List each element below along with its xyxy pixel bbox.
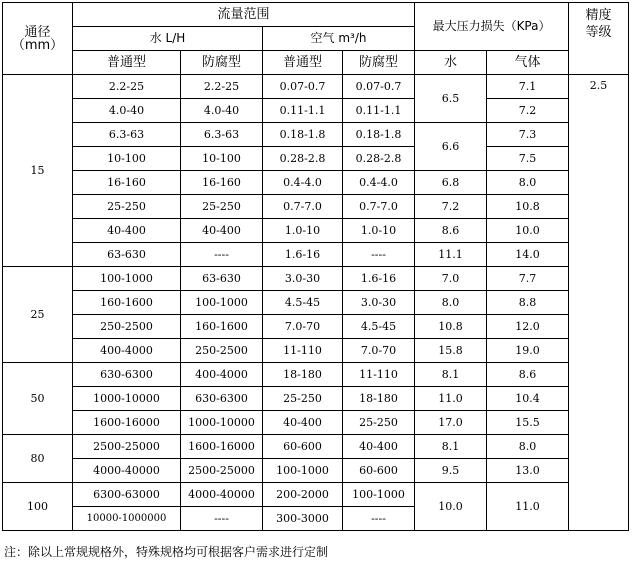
- header-row-3: [3, 51, 629, 75]
- diameter-cell: 50: [3, 363, 73, 435]
- table-row: [3, 483, 629, 507]
- diameter-cell: 15: [3, 75, 73, 267]
- water-normal-cell: 6300-63000: [73, 483, 181, 507]
- water-corrosion-cell: 4.0-40: [181, 99, 263, 123]
- water-loss-cell: 6.8: [415, 171, 487, 195]
- air-corrosion-cell: 100-1000: [343, 483, 415, 507]
- air-corrosion-cell: 25-250: [343, 411, 415, 435]
- sub-header-water-loss: 水: [415, 51, 487, 75]
- table-row: [3, 387, 629, 411]
- water-loss-cell: 8.6: [415, 219, 487, 243]
- water-normal-cell: 6.3-63: [73, 123, 181, 147]
- air-corrosion-cell: 0.11-1.1: [343, 99, 415, 123]
- sub-header-gas-loss: 气体: [487, 51, 569, 75]
- water-normal-cell: 63-630: [73, 243, 181, 267]
- water-loss-cell: 17.0: [415, 411, 487, 435]
- air-corrosion-cell: ----: [343, 507, 415, 531]
- air-unit-header: 空气 m³/h: [263, 27, 415, 51]
- air-normal-cell: 11-110: [263, 339, 343, 363]
- water-corrosion-cell: 63-630: [181, 267, 263, 291]
- gas-loss-cell: 14.0: [487, 243, 569, 267]
- water-normal-cell: 4.0-40: [73, 99, 181, 123]
- water-normal-cell: 10000-1000000: [73, 507, 181, 531]
- flow-range-header: 流量范围: [73, 3, 415, 27]
- water-loss-cell: 8.1: [415, 363, 487, 387]
- water-corrosion-cell: 630-6300: [181, 387, 263, 411]
- air-corrosion-cell: 7.0-70: [343, 339, 415, 363]
- air-corrosion-cell: 0.18-1.8: [343, 123, 415, 147]
- air-corrosion-cell: 1.6-16: [343, 267, 415, 291]
- water-loss-cell: 15.8: [415, 339, 487, 363]
- water-loss-cell: 6.5: [415, 75, 487, 123]
- air-normal-cell: 25-250: [263, 387, 343, 411]
- diameter-cell: 100: [3, 483, 73, 531]
- sub-header-water-corrosion: 防腐型: [181, 51, 263, 75]
- water-normal-cell: 160-1600: [73, 291, 181, 315]
- water-corrosion-cell: 2.2-25: [181, 75, 263, 99]
- gas-loss-cell: 8.0: [487, 171, 569, 195]
- air-normal-cell: 0.7-7.0: [263, 195, 343, 219]
- table-row: [3, 363, 629, 387]
- air-corrosion-cell: 18-180: [343, 387, 415, 411]
- water-normal-cell: 1600-16000: [73, 411, 181, 435]
- water-normal-cell: 16-160: [73, 171, 181, 195]
- gas-loss-cell: 7.3: [487, 123, 569, 147]
- water-loss-cell: 7.0: [415, 267, 487, 291]
- air-normal-cell: 100-1000: [263, 459, 343, 483]
- water-loss-cell: 11.0: [415, 387, 487, 411]
- air-normal-cell: 0.4-4.0: [263, 171, 343, 195]
- gas-loss-cell: 10.0: [487, 219, 569, 243]
- water-corrosion-cell: 16-160: [181, 171, 263, 195]
- water-unit-header: 水 L/H: [73, 27, 263, 51]
- air-corrosion-cell: 40-400: [343, 435, 415, 459]
- water-normal-cell: 1000-10000: [73, 387, 181, 411]
- water-normal-cell: 2500-25000: [73, 435, 181, 459]
- air-normal-cell: 0.28-2.8: [263, 147, 343, 171]
- table-row: [3, 147, 629, 171]
- air-corrosion-cell: 1.0-10: [343, 219, 415, 243]
- air-normal-cell: 1.0-10: [263, 219, 343, 243]
- table-row: [3, 291, 629, 315]
- water-normal-cell: 2.2-25: [73, 75, 181, 99]
- table-row: [3, 219, 629, 243]
- air-normal-cell: 0.18-1.8: [263, 123, 343, 147]
- air-corrosion-cell: 60-600: [343, 459, 415, 483]
- water-loss-cell: 7.2: [415, 195, 487, 219]
- water-corrosion-cell: 2500-25000: [181, 459, 263, 483]
- diameter-label: 通径: [24, 24, 51, 40]
- gas-loss-cell: 15.5: [487, 411, 569, 435]
- sub-header-air-corrosion: 防腐型: [343, 51, 415, 75]
- air-normal-cell: 0.11-1.1: [263, 99, 343, 123]
- water-corrosion-cell: ----: [181, 507, 263, 531]
- table-row: [3, 315, 629, 339]
- table-row: [3, 123, 629, 147]
- table-row: [3, 267, 629, 291]
- diameter-cell: 80: [3, 435, 73, 483]
- table-row: [3, 99, 629, 123]
- header-row-1: [3, 3, 629, 27]
- table-row: [3, 339, 629, 363]
- table-row: [3, 195, 629, 219]
- sub-header-water-normal: 普通型: [73, 51, 181, 75]
- water-corrosion-cell: 25-250: [181, 195, 263, 219]
- diameter-cell: 25: [3, 267, 73, 363]
- water-normal-cell: 100-1000: [73, 267, 181, 291]
- table-row: [3, 411, 629, 435]
- gas-loss-cell: 8.0: [487, 435, 569, 459]
- air-corrosion-cell: 3.0-30: [343, 291, 415, 315]
- air-normal-cell: 18-180: [263, 363, 343, 387]
- gas-loss-cell: 19.0: [487, 339, 569, 363]
- water-corrosion-cell: 250-2500: [181, 339, 263, 363]
- air-normal-cell: 3.0-30: [263, 267, 343, 291]
- water-corrosion-cell: 6.3-63: [181, 123, 263, 147]
- air-normal-cell: 300-3000: [263, 507, 343, 531]
- air-normal-cell: 40-400: [263, 411, 343, 435]
- air-normal-cell: 1.6-16: [263, 243, 343, 267]
- table-row: [3, 75, 629, 99]
- air-corrosion-cell: ----: [343, 243, 415, 267]
- air-corrosion-cell: 11-110: [343, 363, 415, 387]
- water-loss-cell: 9.5: [415, 459, 487, 483]
- air-normal-cell: 0.07-0.7: [263, 75, 343, 99]
- precision-label: 精度等级: [585, 8, 612, 40]
- water-corrosion-cell: 400-4000: [181, 363, 263, 387]
- table-row: [3, 171, 629, 195]
- water-corrosion-cell: 160-1600: [181, 315, 263, 339]
- gas-loss-cell: 7.1: [487, 75, 569, 99]
- water-normal-cell: 40-400: [73, 219, 181, 243]
- gas-loss-cell: 8.6: [487, 363, 569, 387]
- gas-loss-cell: 12.0: [487, 315, 569, 339]
- water-corrosion-cell: ----: [181, 243, 263, 267]
- air-corrosion-cell: 0.28-2.8: [343, 147, 415, 171]
- gas-loss-cell: 8.8: [487, 291, 569, 315]
- footnote: 注：除以上常规规格外，特殊规格均可根据客户需求进行定制: [4, 545, 329, 559]
- water-normal-cell: 25-250: [73, 195, 181, 219]
- pressure-loss-header: 最大压力损失（KPa）: [415, 3, 569, 51]
- spec-table-wrapper: [2, 2, 629, 531]
- water-loss-cell: 8.0: [415, 291, 487, 315]
- air-corrosion-cell: 0.7-7.0: [343, 195, 415, 219]
- water-corrosion-cell: 4000-40000: [181, 483, 263, 507]
- gas-loss-cell: 13.0: [487, 459, 569, 483]
- air-normal-cell: 200-2000: [263, 483, 343, 507]
- precision-value-cell: 2.5: [569, 75, 629, 531]
- water-loss-cell: 10.8: [415, 315, 487, 339]
- water-loss-cell: 8.1: [415, 435, 487, 459]
- gas-loss-cell: 10.8: [487, 195, 569, 219]
- air-normal-cell: 60-600: [263, 435, 343, 459]
- water-loss-cell: 11.1: [415, 243, 487, 267]
- water-normal-cell: 4000-40000: [73, 459, 181, 483]
- precision-header: [569, 3, 629, 75]
- water-normal-cell: 630-6300: [73, 363, 181, 387]
- table-row: [3, 459, 629, 483]
- water-loss-cell: 6.6: [415, 123, 487, 171]
- air-normal-cell: 4.5-45: [263, 291, 343, 315]
- water-corrosion-cell: 10-100: [181, 147, 263, 171]
- diameter-unit: （mm）: [11, 37, 64, 53]
- table-row: [3, 435, 629, 459]
- water-normal-cell: 250-2500: [73, 315, 181, 339]
- gas-loss-cell: 7.2: [487, 99, 569, 123]
- air-corrosion-cell: 0.4-4.0: [343, 171, 415, 195]
- diameter-header: [3, 3, 73, 75]
- water-normal-cell: 400-4000: [73, 339, 181, 363]
- water-normal-cell: 10-100: [73, 147, 181, 171]
- table-row: [3, 243, 629, 267]
- air-normal-cell: 7.0-70: [263, 315, 343, 339]
- gas-loss-cell: 11.0: [487, 483, 569, 531]
- sub-header-air-normal: 普通型: [263, 51, 343, 75]
- gas-loss-cell: 7.5: [487, 147, 569, 171]
- gas-loss-cell: 7.7: [487, 267, 569, 291]
- water-loss-cell: 10.0: [415, 483, 487, 531]
- flowmeter-spec-table: [2, 2, 629, 531]
- air-corrosion-cell: 0.07-0.7: [343, 75, 415, 99]
- water-corrosion-cell: 1600-16000: [181, 435, 263, 459]
- water-corrosion-cell: 40-400: [181, 219, 263, 243]
- water-corrosion-cell: 1000-10000: [181, 411, 263, 435]
- air-corrosion-cell: 4.5-45: [343, 315, 415, 339]
- water-corrosion-cell: 100-1000: [181, 291, 263, 315]
- gas-loss-cell: 10.4: [487, 387, 569, 411]
